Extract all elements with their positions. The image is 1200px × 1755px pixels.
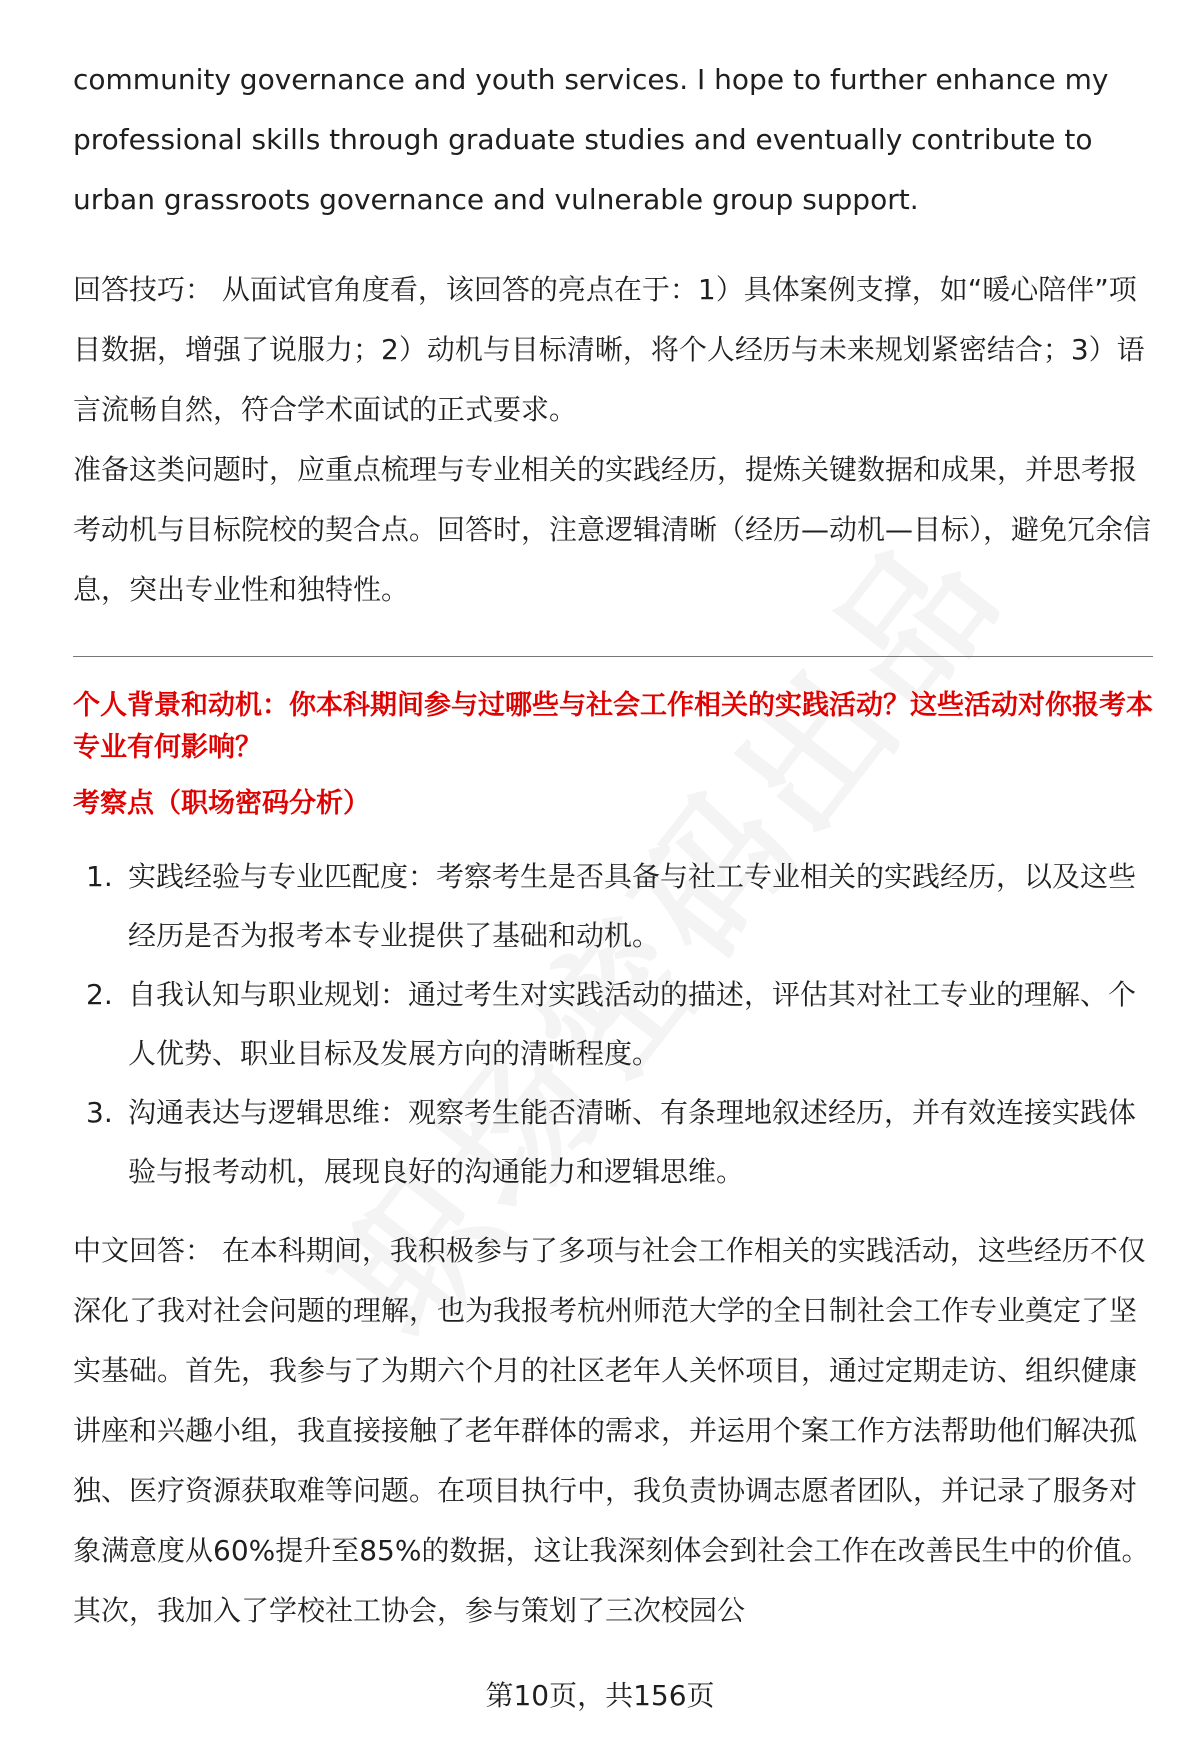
page-content [73, 50, 1153, 1641]
intro-paragraph: community governance and youth services. I hope to further enhance my professional skills through graduate studies and eventually contribute to urban grassroots governance and vulnerable group support. [73, 63, 1109, 216]
list-item-text: 沟通表达与逻辑思维：观察考生能否清晰、有条理地叙述经历，并有效连接实践体验与报考动机，展现良好的沟通能力和逻辑思维。 [128, 1096, 1137, 1188]
question-heading: 个人背景和动机：你本科期间参与过哪些与社会工作相关的实践活动？这些活动对你报考本专业有何影响？ [73, 690, 1153, 763]
answer-tips-paragraph: 回答技巧： 从面试官角度看，该回答的亮点在于：1）具体案例支撑，如“暖心陪伴”项目数据，增强了说服力；2）动机与目标清晰，将个人经历与未来规划紧密结合；3）语言流畅自然，符合学术面试的正式要求。 [73, 273, 1145, 426]
list-number: 3. [86, 1096, 113, 1129]
list-number: 2. [86, 978, 113, 1011]
chinese-answer-paragraph: 中文回答： 在本科期间，我积极参与了多项与社会工作相关的实践活动，这些经历不仅深化了我对社会问题的理解，也为我报考杭州师范大学的全日制社会工作专业奠定了坚实基础。首先，我参与了为期六个月的社区老年人关怀项目，通过定期走访、组织健康讲座和兴趣小组，我直接接触了老年群体的需求，并运用个案工作方法帮助他们解决孤独、医疗资源获取难等问题。在项目执行中，我负责协调志愿者团队，并记录了服务对象满意度从60%提升至85%的数据，这让我深刻体会到社会工作在改善民生中的价值。其次，我加入了学校社工协会，参与策划了三次校园公 [73, 1234, 1150, 1627]
assessment-list [73, 847, 1153, 1201]
section-divider [73, 656, 1153, 657]
page-footer: 第10页，共156页 [485, 1679, 715, 1712]
preparation-tips-paragraph: 准备这类问题时，应重点梳理与专业相关的实践经历，提炼关键数据和成果，并思考报考动机与目标院校的契合点。回答时，注意逻辑清晰（经历—动机—目标），避免冗余信息，突出专业性和独特性。 [73, 453, 1152, 606]
list-item-text: 自我认知与职业规划：通过考生对实践活动的描述，评估其对社工专业的理解、个人优势、职业目标及发展方向的清晰程度。 [128, 978, 1137, 1070]
list-item-text: 实践经验与专业匹配度：考察考生是否具备与社工专业相关的实践经历，以及这些经历是否为报考本专业提供了基础和动机。 [128, 860, 1137, 952]
list-item [73, 1083, 1153, 1201]
list-item [73, 965, 1153, 1083]
list-number: 1. [86, 860, 113, 893]
assessment-heading: 考察点（职场密码分析） [73, 788, 370, 819]
intro-section [73, 50, 1153, 230]
list-item [73, 847, 1153, 965]
